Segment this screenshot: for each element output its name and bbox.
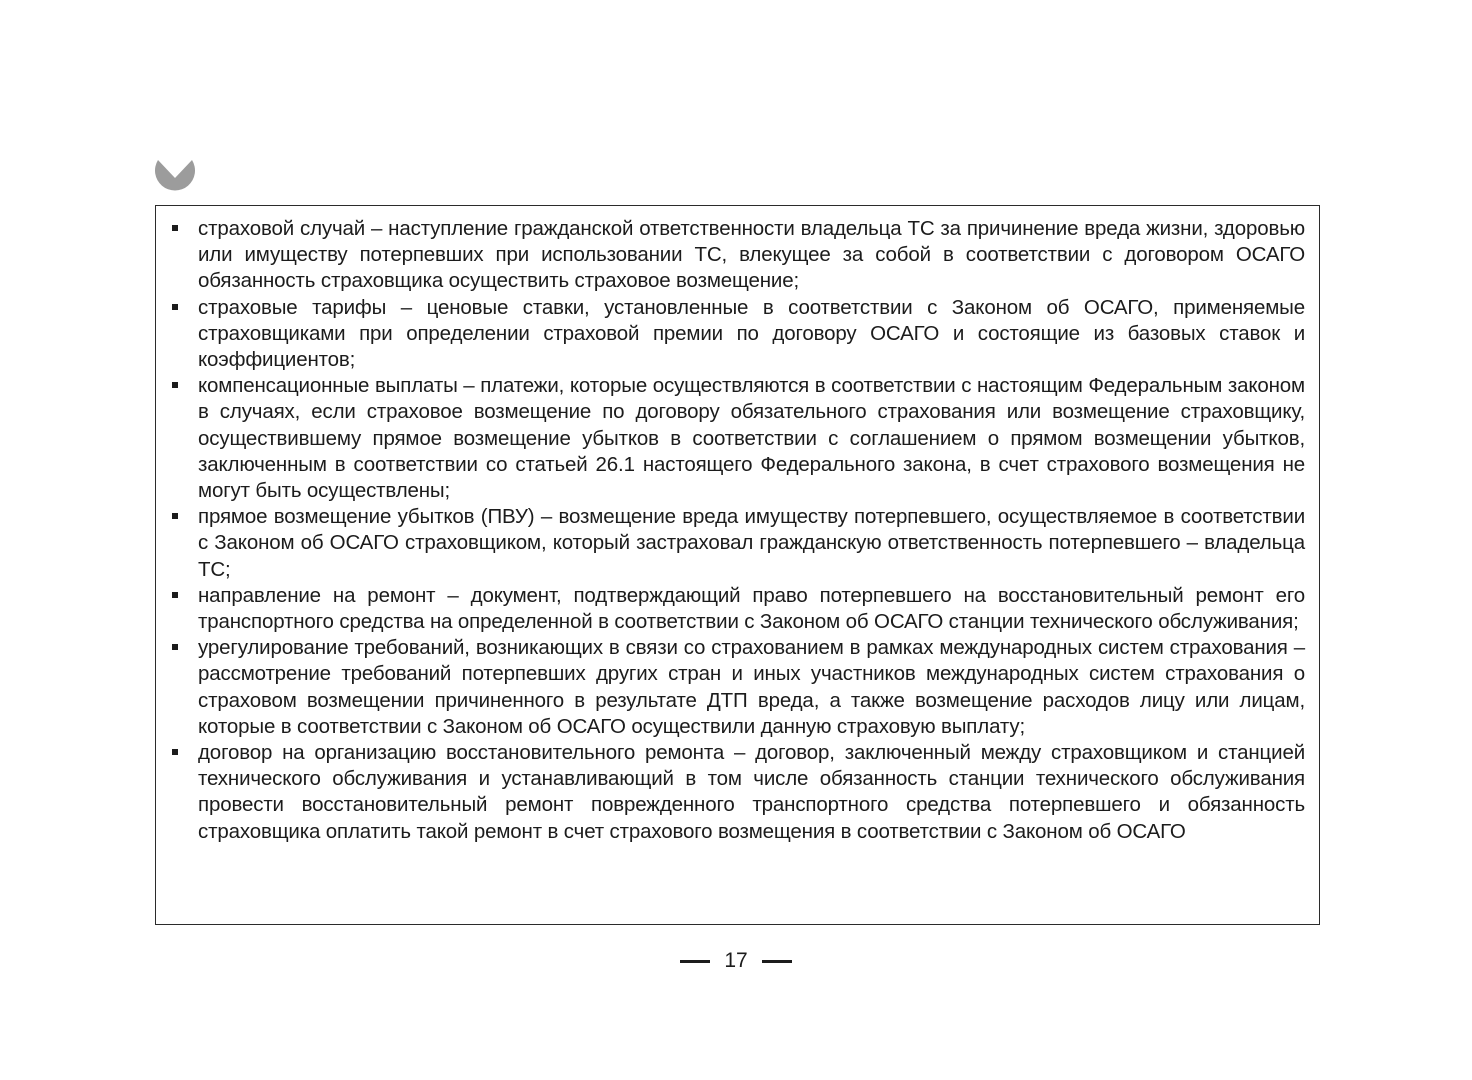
dash-right xyxy=(762,960,792,963)
page-footer xyxy=(0,946,1472,976)
definition-item-repair-contract: договор на организацию восстановительного ремонта – договор, заключенный между страховщиком и станцией технического обслуживания и устанавливающий в том числе обязанность станции технического обслуживания провести восстановительный ремонт поврежденного транспортного средства потерпевшего и обязанность страховщика оплатить такой ремонт в счет страхового возмещения в соответствии с Законом об ОСАГО xyxy=(198,740,1305,845)
definition-item-direct-damage-compensation: прямое возмещение убытков (ПВУ) – возмещение вреда имуществу потерпевшего, осуществляемое в соответствии с Законом об ОСАГО страховщиком, который застраховал гражданскую ответственность потерпевшего – владельца ТС; xyxy=(198,504,1305,583)
chevron-down-circle-icon xyxy=(153,152,197,192)
definitions-box xyxy=(155,205,1320,925)
definition-item-international-claims: урегулирование требований, возникающих в связи со страхованием в рамках международных систем страхования – рассмотрение требований потерпевших других стран и иных участников международных систем страхования о страховом возмещении причиненного в результате ДТП вреда, а также возмещение расходов лицу или лицам, которые в соответствии с Законом об ОСАГО осуществили данную страховую выплату; xyxy=(198,635,1305,740)
definition-item-insured-event: страховой случай – наступление гражданской ответственности владельца ТС за причинение вреда жизни, здоровью или имуществу потерпевших при использовании ТС, влекущее за собой в соответствии с договором ОСАГО обязанность страховщика осуществить страховое возмещение; xyxy=(198,216,1305,295)
definitions-list xyxy=(156,206,1319,845)
definition-item-compensation-payments: компенсационные выплаты – платежи, которые осуществляются в соответствии с настоящим Федеральным законом в случаях, если страховое возмещение по договору обязательного страхования или возмещение страховщику, осуществившему прямое возмещение убытков в соответствии с соглашением о прямом возмещении убытков, заключенным в соответствии со статьей 26.1 настоящего Федерального закона, в счет страхового возмещения не могут быть осуществлены; xyxy=(198,373,1305,504)
page-number: 17 xyxy=(724,949,748,972)
dash-left xyxy=(680,960,710,963)
definition-item-insurance-tariffs: страховые тарифы – ценовые ставки, установленные в соответствии с Законом об ОСАГО, применяемые страховщиками при определении страховой премии по договору ОСАГО и состоящие из базовых ставок и коэффициентов; xyxy=(198,295,1305,374)
definition-item-repair-referral: направление на ремонт – документ, подтверждающий право потерпевшего на восстановительный ремонт его транспортного средства на определенной в соответствии с Законом об ОСАГО станции технического обслуживания; xyxy=(198,583,1305,635)
